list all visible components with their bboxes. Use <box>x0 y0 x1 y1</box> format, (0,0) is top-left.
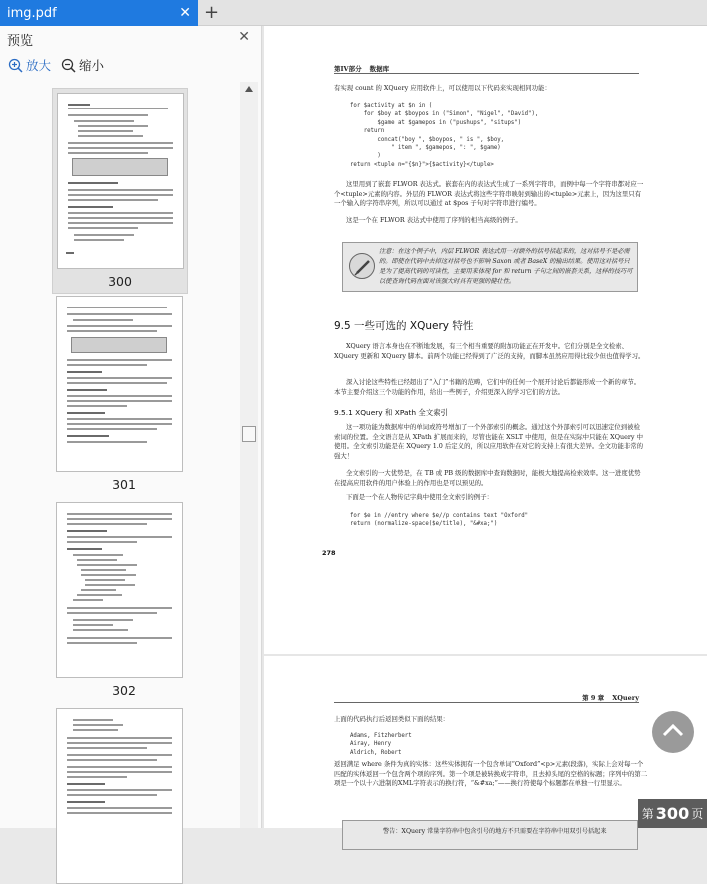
preview-sidebar <box>0 26 262 828</box>
zoom-in-button[interactable] <box>8 56 51 74</box>
tab-title: img.pdf <box>7 5 57 21</box>
thumbnail-image <box>56 708 183 884</box>
warning-box <box>342 820 638 850</box>
tab-img-pdf[interactable] <box>0 0 198 26</box>
paragraph-flwor: 这里用到了嵌套 FLWOR 表达式。嵌套在内的表达式生成了一系列字符串，而例中每一个字符串都对应一个<tuple>元素的内容。外层的 FLWOR 表达式将这些字符串映射到输出的<tuple>元素上，因为这里只有一个输入的字符串序列，所以可以通过 at $pos 子句对字符串进行编号。 <box>334 180 644 207</box>
header-title: XQuery <box>612 694 639 702</box>
zoom-in-icon <box>8 58 23 73</box>
warning-text: 警告：XQuery 常量字符串中包含引号的地方不只需要在字符串中用双引号括起来 <box>383 828 607 835</box>
document-view[interactable] <box>262 26 707 835</box>
tab-bar <box>0 0 707 26</box>
page-header <box>334 64 389 73</box>
header-rule <box>334 702 639 703</box>
paragraph-advantage: 全文索引的一大优势是，在 TB 或 PB 级的数据库中查询数据时，能极大地提高检索效率。这一进度优势在提高应用软件的用户体验上的作用也是可以预见的。 <box>334 469 641 487</box>
thumbnail-page-number: 300 <box>108 274 132 289</box>
paragraph-example: 下面是一个在人物传记字典中使用全文索引的例子： <box>346 493 493 501</box>
note-text: 注意：在这个例子中，内层 FLWOR 表达式用一对额外的括号括起来的，这对括号不是必需的。即使在代码中去掉这对括号也不影响 Saxon 或者 BaseX 的输出结果。使用这对括号只是为了提高代码的可读性，主要用来体现 for 和 return 子句之间的嵌套关系，这样的技巧可以使查询代码在面对该强大时具有更强的健壮性。 <box>379 248 633 285</box>
header-title: 数据库 <box>369 65 390 73</box>
header-chapter: 第 9 章 <box>582 694 605 702</box>
thumbnail-page-302[interactable] <box>56 502 192 698</box>
header-part: 第IV部分 <box>334 65 362 73</box>
note-box <box>342 242 638 292</box>
zoom-out-icon <box>61 58 76 73</box>
page-number: 278 <box>322 549 336 557</box>
page-indicator <box>638 799 707 828</box>
back-to-top-button[interactable] <box>652 711 694 753</box>
code-block-result: Adams, Fitzherbert Airay, Henry Aldrich, Robert <box>350 733 412 756</box>
pdf-page-278 <box>264 26 707 654</box>
paragraph-result: 上面的代码执行后返回类似下面的结果： <box>334 715 450 723</box>
zoom-out-button[interactable] <box>61 56 104 74</box>
thumbnail-page-number: 302 <box>112 683 136 698</box>
pencil-icon <box>349 253 375 279</box>
thumbnail-page-301[interactable] <box>56 296 192 492</box>
sidebar-title: 预览 <box>7 34 34 49</box>
close-icon[interactable]: ✕ <box>179 5 191 21</box>
subsection-heading: 9.5.1 XQuery 和 XPath 全文索引 <box>334 408 448 417</box>
zoom-out-label: 缩小 <box>79 58 105 73</box>
zoom-in-label: 放大 <box>26 58 52 73</box>
page-indicator-prefix: 第 <box>641 807 654 821</box>
sidebar-scrollbar[interactable] <box>240 82 258 828</box>
chevron-up-icon <box>662 723 684 737</box>
code-block-2: for $e in //entry where $e//p contains text "Oxford" return (normalize-space($e/title), "&#xa;") <box>350 513 529 528</box>
header-rule <box>334 73 639 74</box>
new-tab-icon[interactable]: + <box>204 2 220 23</box>
thumbnail-image <box>57 93 184 269</box>
scrollbar-thumb[interactable] <box>242 426 256 442</box>
page-header <box>582 693 639 702</box>
zoom-toolbar <box>8 56 104 74</box>
page-indicator-number: 300 <box>655 804 690 823</box>
section-heading: 9.5 一些可选的 XQuery 特性 <box>334 320 474 332</box>
intro-paragraph: 有实现 count 的 XQuery 应用软件上，可以使用以下代码来实现相同功能： <box>334 84 551 92</box>
scroll-up-arrow-icon[interactable] <box>245 86 253 92</box>
thumbnail-image <box>56 502 183 678</box>
thumbnail-page-300[interactable] <box>52 88 188 294</box>
code-block-1: for $activity at $n in ( for $boy at $boypos in ("Simon", "Nigel", "David"), $game at $gamepos in ("pushups", "situps") return concat("boy ", $boypos, " is ", $boy, " item ", $gamepos, ": ", $game) ) return <tuple n="{$n}">{$activity}</tuple> <box>350 103 539 168</box>
paragraph-fulltext: 这一项功能为数据库中的单词或符号增加了一个外部索引的概念。通过这个外部索引可以迅速定位到被检索词的位置。全文语言是从 XPath 扩展而来的，尽管也能在 XSLT 中使用，但是在实际中只能在 XQuery 中使用。全文索引功能是在 XQuery 1.0 后定义的，所以应用软件在对它的支持上有很大差异。全文功能非常的强大！ <box>334 423 644 460</box>
thumbnail-page-303[interactable] <box>56 708 192 884</box>
paragraph-advanced: 这是一个在 FLWOR 表达式中使用了序列的相当高级的例子。 <box>346 216 522 224</box>
paragraph-scope: 深入讨论这些特性已经超出了“入门”书籍的范畴，它们中的任何一个展开讨论后都能形成一个新的章节。本节主要介绍这三个功能的作用，给出一些例子，介绍更深入的学习它们的方法。 <box>334 378 641 396</box>
paragraph-where: 返回满足 where 条件为真的实体：这些实体拥有一个包含单词“Oxford”<p>元素(段落)，实际上会对每一个匹配的实体返回一个包含两个项的序列。第一个项是被转换成字符串，且去掉头尾的空格的标题；序列中的第二项是一个以十六进制的XML字符表示的换行符，“&#xa;”——换行符使每个标题都在单独一行里显示。 <box>334 760 648 787</box>
thumbnail-page-number: 301 <box>112 477 136 492</box>
page-indicator-suffix: 页 <box>691 807 704 821</box>
sidebar-close-icon[interactable]: ✕ <box>238 29 250 45</box>
thumbnail-image <box>56 296 183 472</box>
paragraph-features: XQuery 语言本身也在不断地发展，有三个相当重要的附加功能正在开发中。它们分别是全文检索、XQuery 更新和 XQuery 脚本。前两个功能已经得到了广泛的支持，而脚本虽然应用得比较少但也值得学习。 <box>334 342 645 360</box>
